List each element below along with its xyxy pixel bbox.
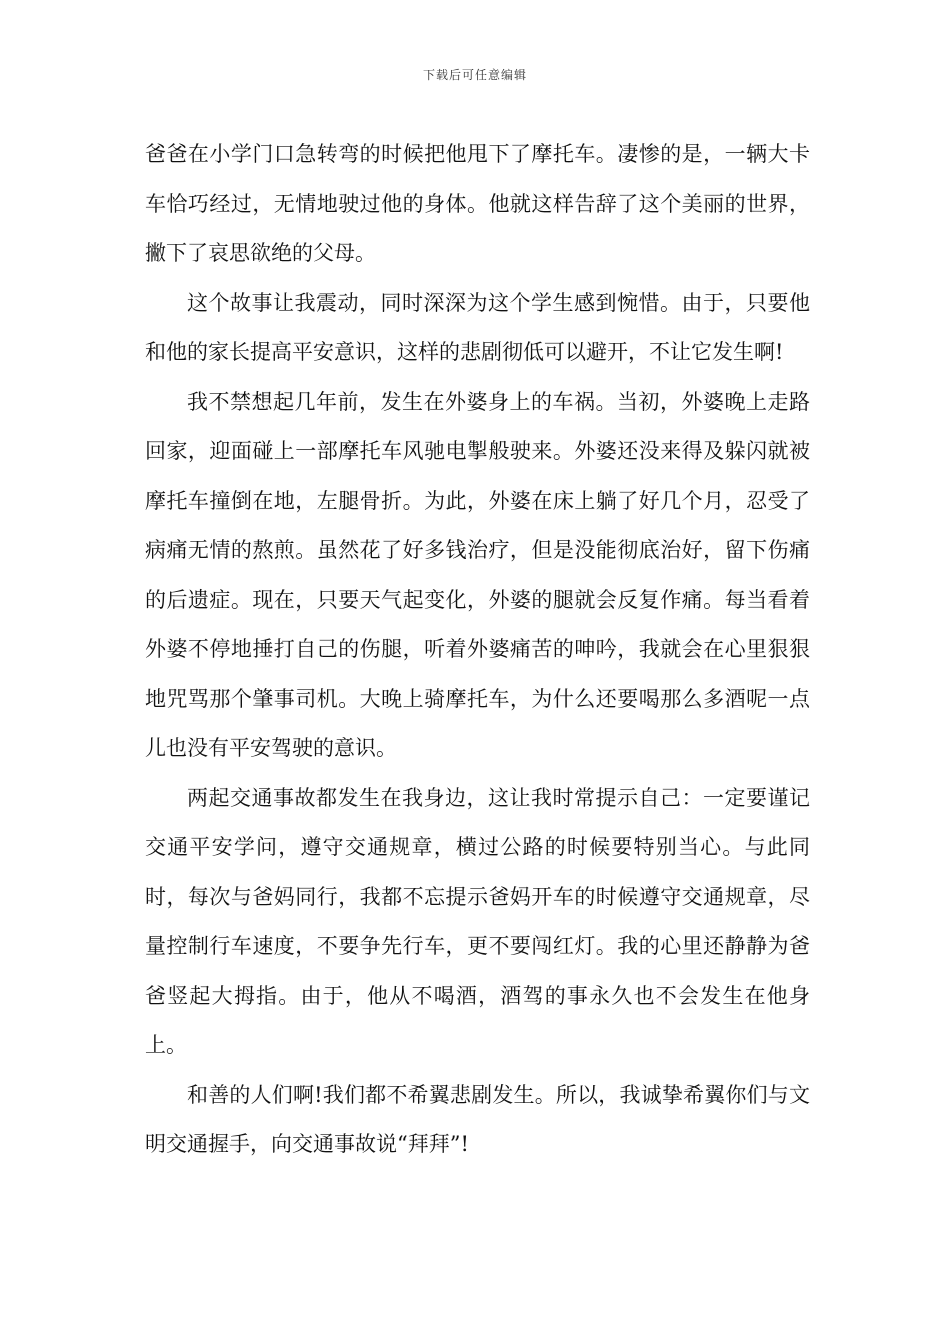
paragraph-5: 和善的人们啊!我们都不希翼悲剧发生。所以，我诚挚希翼你们与文明交通握手，向交通事故说“拜拜”! (145, 1082, 810, 1156)
page-header: 下载后可任意编辑 (422, 68, 527, 82)
document-body (145, 130, 810, 1170)
paragraph-4: 两起交通事故都发生在我身边，这让我时常提示自己：一定要谨记交通平安学问，遵守交通规章，横过公路的时候要特别当心。与此同时，每次与爸妈同行，我都不忘提示爸妈开车的时候遵守交通规章，尽量控制行车速度，不要争先行车，更不要闯红灯。我的心里还静静为爸爸竖起大拇指。由于，他从不喝酒，酒驾的事永久也不会发生在他身上。 (145, 785, 810, 1057)
paragraph-2: 这个故事让我震动，同时深深为这个学生感到惋惜。由于，只要他和他的家长提高平安意识，这样的悲剧彻低可以避开，不让它发生啊! (145, 290, 810, 364)
paragraph-1: 爸爸在小学门口急转弯的时候把他甩下了摩托车。凄惨的是，一辆大卡车恰巧经过，无情地驶过他的身体。他就这样告辞了这个美丽的世界，撇下了哀思欲绝的父母。 (145, 142, 810, 265)
paragraph-3: 我不禁想起几年前，发生在外婆身上的车祸。当初，外婆晚上走路回家，迎面碰上一部摩托车风驰电掣般驶来。外婆还没来得及躲闪就被摩托车撞倒在地，左腿骨折。为此，外婆在床上躺了好几个月，忍受了病痛无情的熬煎。虽然花了好多钱治疗，但是没能彻底治好，留下伤痛的后遗症。现在，只要天气起变化，外婆的腿就会反复作痛。每当看着外婆不停地捶打自己的伤腿，听着外婆痛苦的呻吟，我就会在心里狠狠地咒骂那个肇事司机。大晚上骑摩托车，为什么还要喝那么多酒呢一点儿也没有平安驾驶的意识。 (145, 389, 810, 760)
